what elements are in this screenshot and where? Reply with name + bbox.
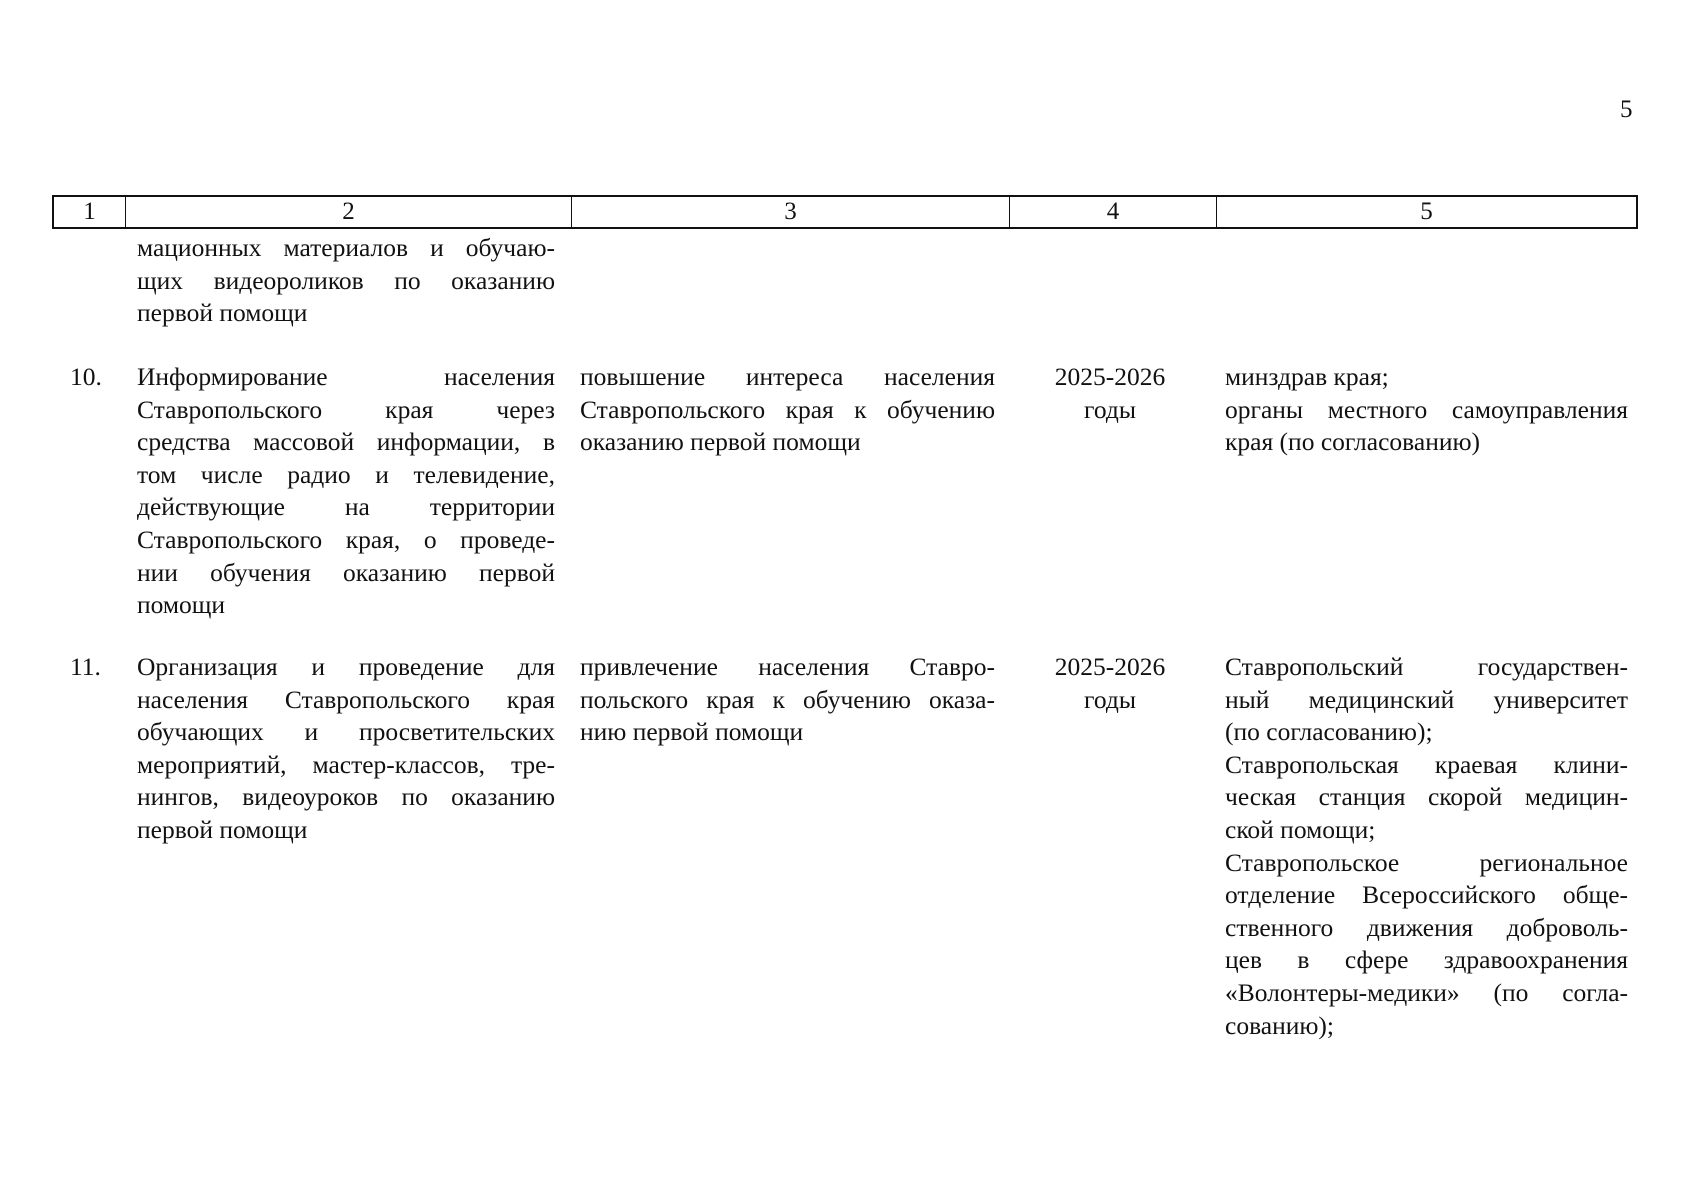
responsible-executors (1225, 651, 1628, 1042)
text-line: мероприятий, мастер-классов, тре- (137, 749, 555, 779)
text-line: Ставропольский государствен- (1225, 652, 1628, 681)
text-line: действующие на территории (137, 492, 555, 522)
text-line: Ставропольского края к обучению (580, 394, 995, 424)
text-line: том числе радио и телевидение, (137, 459, 555, 489)
text-line: ственного движения доброволь- (1225, 912, 1628, 942)
text-line: сованию); (1225, 1010, 1335, 1040)
text-line: ской помощи; (1225, 814, 1376, 844)
text-line: привлечение населения Ставро- (580, 652, 995, 681)
column-header-5: 5 (1420, 198, 1433, 225)
text-line: нии обучения оказанию первой (137, 557, 555, 587)
text-line: Ставропольское региональное (1225, 847, 1628, 877)
column-header-4: 4 (1010, 197, 1217, 227)
activity-description (137, 361, 555, 622)
column-header-2: 2 (126, 197, 572, 227)
text-line: нию первой помощи (580, 717, 804, 747)
text-line: ный медицинский университет (1225, 684, 1628, 714)
text-line: польского края к обучению оказа- (580, 684, 995, 714)
text-line: Ставропольского края через (137, 394, 555, 424)
column-header-1: 1 (54, 197, 126, 227)
text-line: средства массовой информации, в (137, 427, 555, 457)
table-header-row (52, 195, 1638, 229)
text-line: населения Ставропольского края (137, 684, 555, 714)
text-line: нингов, видеоуроков по оказанию (137, 782, 555, 812)
text-line: цев в сфере здравоохранения (1225, 945, 1628, 975)
text-line: Организация и проведение для (137, 652, 555, 681)
responsible-executors (1225, 361, 1628, 459)
expected-result (580, 361, 995, 459)
text-line: годы (1084, 394, 1136, 424)
text-line: повышение интереса населения (580, 362, 995, 391)
period (1030, 361, 1190, 426)
text-line: Ставропольского края, о проведе- (137, 524, 555, 554)
text-line: края (по согласованию) (1225, 427, 1481, 457)
text-line: минздрав края; (1225, 362, 1389, 391)
text-line: 2025-2026 (1054, 652, 1166, 681)
period (1030, 651, 1190, 716)
text-line: ческая станция скорой медицин- (1225, 782, 1628, 812)
continuation-description (137, 232, 555, 330)
text-line: Ставропольская краевая клини- (1225, 749, 1628, 779)
text-line: отделение Всероссийского обще- (1225, 880, 1628, 910)
text-line: годы (1084, 684, 1136, 714)
page-number: 5 (1620, 96, 1633, 123)
text-line: щих видеороликов по оказанию (137, 265, 555, 295)
text-line: Информирование населения (137, 362, 555, 391)
text-line: «Волонтеры-медики» (по согла- (1225, 977, 1628, 1007)
row-number: 10. (70, 362, 102, 391)
text-line: (по согласованию); (1225, 717, 1433, 747)
text-line: первой помощи (137, 814, 308, 844)
activity-description (137, 651, 555, 847)
text-line: органы местного самоуправления (1225, 394, 1628, 424)
text-line: первой помощи (137, 298, 308, 328)
text-line: обучающих и просветительских (137, 717, 555, 747)
text-line: оказанию первой помощи (580, 427, 861, 457)
text-line: мационных материалов и обучаю- (137, 233, 555, 262)
column-header-3: 3 (572, 197, 1010, 227)
row-number: 11. (70, 652, 101, 681)
text-line: помощи (137, 590, 226, 620)
text-line: 2025-2026 (1054, 362, 1166, 391)
expected-result (580, 651, 995, 749)
